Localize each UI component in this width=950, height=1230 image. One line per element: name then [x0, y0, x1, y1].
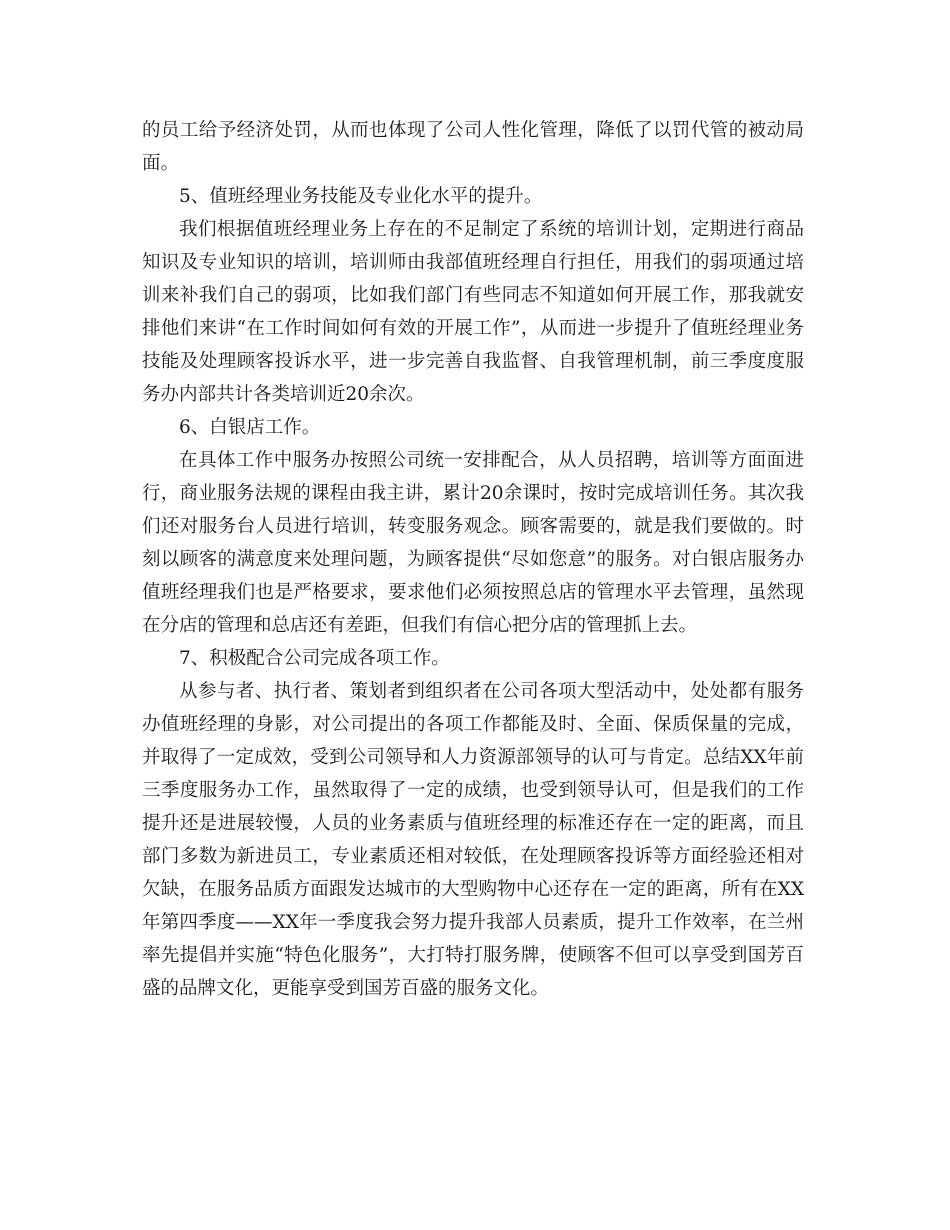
paragraph-summary: 从参与者、执行者、策划者到组织者在公司各项大型活动中，处处都有服务办值班经理的身影，对公司提出的各项工作都能及时、全面、保质保量的完成，并取得了一定成效，受到公司领导和人力资源部领导的认可与肯定。总结XX年前三季度服务办工作，虽然取得了一定的成绩，也受到领导认可，但是我们的工作提升还是进展较慢，人员的业务素质与值班经理的标准还存在一定的距离，而且部门多数为新进员工，专业素质还相对较低，在处理顾客投诉等方面经验还相对欠缺，在服务品质方面跟发达城市的大型购物中心还存在一定的距离，所有在XX年第四季度——XX年一季度我会努力提升我部人员素质，提升工作效率，在兰州率先提倡并实施“特色化服务”，大打特打服务牌，使顾客不但可以享受到国芳百盛的品牌文化，更能享受到国芳百盛的服务文化。 — [142, 681, 804, 999]
section-heading-6: 6、白银店工作。 — [179, 417, 321, 438]
section-heading-7: 7、积极配合公司完成各项工作。 — [179, 648, 450, 669]
paragraph-baiyin-store: 在具体工作中服务办按照公司统一安排配合，从人员招聘，培训等方面面进行，商业服务法规的课程由我主讲，累计20余课时，按时完成培训任务。其次我们还对服务台人员进行培训，转变服务观念。顾客需要的，就是我们要做的。时刻以顾客的满意度来处理问题，为顾客提供“尽如您意”的服务。对白银店服务办值班经理我们也是严格要求，要求他们必须按照总店的管理水平去管理，虽然现在分店的管理和总店还有差距，但我们有信心把分店的管理抓上去。 — [142, 450, 804, 636]
document-body — [142, 114, 804, 1005]
paragraph-training: 我们根据值班经理业务上存在的不足制定了系统的培训计划，定期进行商品知识及专业知识的培训，培训师由我部值班经理自行担任，用我们的弱项通过培训来补我们自己的弱项，比如我们部门有些同志不知道如何开展工作，那我就安排他们来讲“在工作时间如何有效的开展工作”，从而进一步提升了值班经理业务技能及处理顾客投诉水平，进一步完善自我监督、自我管理机制，前三季度度服务办内部共计各类培训近20余次。 — [142, 219, 804, 405]
paragraph-continuation: 的员工给予经济处罚，从而也体现了公司人性化管理，降低了以罚代管的被动局面。 — [142, 120, 804, 174]
section-heading-5: 5、值班经理业务技能及专业化水平的提升。 — [179, 186, 543, 207]
